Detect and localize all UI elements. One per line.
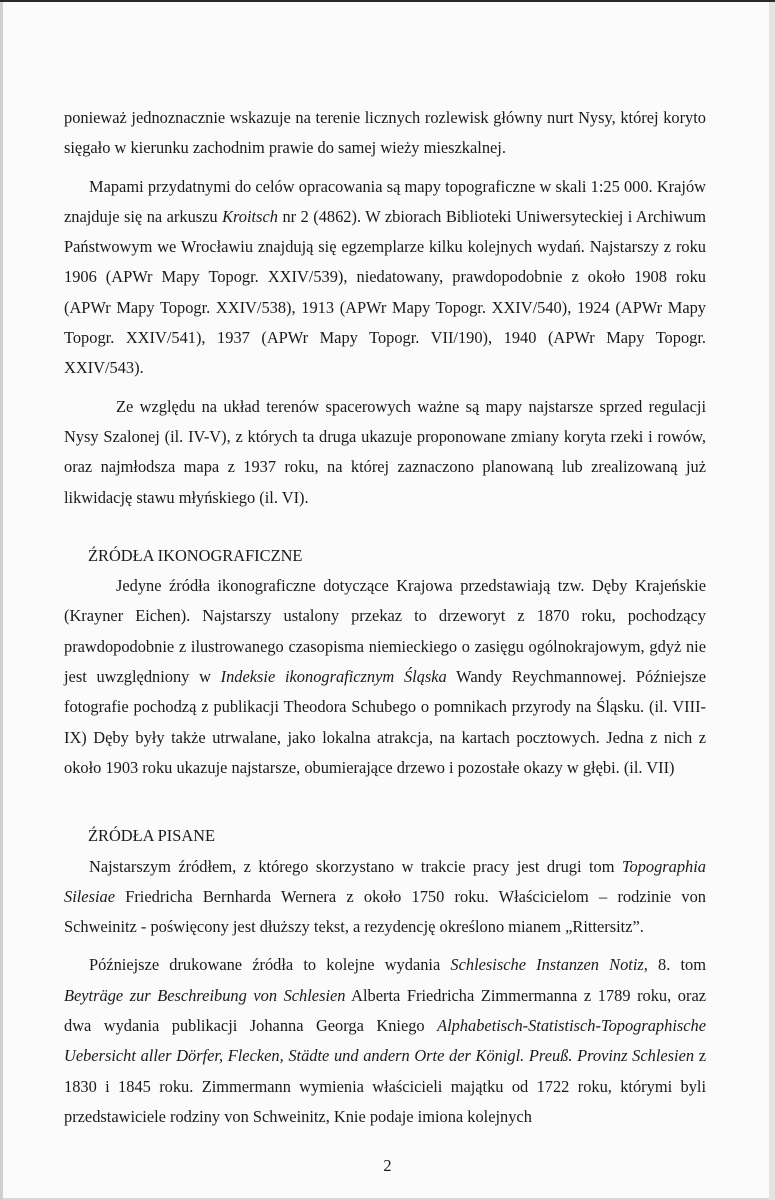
text-run: , 8. tom xyxy=(643,955,706,975)
italic-title: Indeksie ikonograficznym Śląska xyxy=(220,667,447,687)
page-edge-left xyxy=(0,2,3,1200)
page-body xyxy=(64,103,706,1132)
text-run: Mapami przydatnymi do celów opracowania są mapy topograficzne w skali 1:25 000. Krajów znajduje się na arkuszu xyxy=(64,176,706,226)
italic-title: Alphabetisch-Statistisch-Topographische Uebersicht aller Dörfer, Flecken, Städte und andern Orte der Königl. Preuß. Provinz Schlesien xyxy=(64,1016,706,1066)
italic-title: Schlesische Instanzen Notiz xyxy=(450,955,644,975)
text-run: z 1830 i 1845 roku. Zimmermann wymienia właścicieli majątku od 1722 roku, którymi byli przedstawiciele rodziny von Schweinitz, Knie podaje imiona kolejnych xyxy=(64,1046,706,1126)
italic-title: Topographia Silesiae xyxy=(64,856,706,906)
text-run: Najstarszym źródłem, z którego skorzystano w trakcie pracy jest drugi tom xyxy=(89,856,622,876)
section-heading-written: ŹRÓDŁA PISANE xyxy=(88,826,216,846)
text-run: Wandy Reychmannowej. Późniejsze fotografie pochodzą z publikacji Theodora Schubego o pomnikach przyrody na Śląsku. (il. VIII-IX) Dęby były także utrwalane, jako lokalna atrakcja, na kartach pocztowych. Jedna z nich z około 1903 roku ukazuje najstarsze, obumierające drzewo i pozostałe okazy w głębi. (il. VII) xyxy=(64,667,706,777)
page-number: 2 xyxy=(383,1156,392,1175)
text-run: Jedyne źródła ikonograficzne dotyczące Krajowa przedstawiają tzw. Dęby Krajeńskie (Krayner Eichen). Najstarszy ustalony przekaz to drzeworyt z 1870 roku, pochodzący prawdopodobnie z ilustrowanego czasopisma niemieckiego o zasięgu ogólnokrajowym, gdyż nie jest uwzględniony w xyxy=(64,576,706,687)
page-edge-right xyxy=(769,2,775,1200)
italic-title: Kroitsch xyxy=(222,206,278,226)
paragraph-3: Ze względu na układ terenów spacerowych ważne są mapy najstarsze sprzed regulacji Nysy Szalonej (il. IV-V), z których ta druga ukazuje proponowane zmiany koryta rzeki i rowów, oraz najmłodsza mapa z 1937 roku, na której zaznaczono planowaną lub zrealizowaną już likwidację stawu młyńskiego (il. VI). xyxy=(64,396,706,507)
italic-title: Beyträge zur Beschreibung von Schlesien xyxy=(64,985,346,1005)
paragraph-1: ponieważ jednoznacznie wskazuje na terenie licznych rozlewisk główny nurt Nysy, której koryto sięgało w kierunku zachodnim prawie do samej wieży mieszkalnej. xyxy=(64,108,706,158)
paragraph-4 xyxy=(64,571,706,783)
text-run: nr 2 (4862). W zbiorach Biblioteki Uniwersyteckiej i Archiwum Państwowym we Wrocławiu znajdują się egzemplarze kilku kolejnych wydań. Najstarszy z roku 1906 (APWr Mapy Topogr. XXIV/539), niedatowany, prawdopodobnie z około 1908 roku (APWr Mapy Topogr. XXIV/538), 1913 (APWr Mapy Topogr. XXIV/540), 1924 (APWr Mapy Topogr. XXIV/541), 1937 (APWr Mapy Topogr. VII/190), 1940 (APWr Mapy Topogr. XXIV/543). xyxy=(64,206,706,378)
section-heading-iconographic: ŹRÓDŁA IKONOGRAFICZNE xyxy=(88,545,303,565)
paragraph-6 xyxy=(64,950,706,1132)
paragraph-5 xyxy=(64,852,706,943)
paragraph-2 xyxy=(64,172,706,384)
text-run: Późniejsze drukowane źródła to kolejne wydania xyxy=(89,955,451,975)
text-run: Friedricha Bernharda Wernera z około 1750 roku. Właścicielom – rodzinie von Schweinitz - poświęcony jest dłuższy tekst, a rezydencję określono mianem „Rittersitz”. xyxy=(64,886,706,937)
text-run: Alberta Friedricha Zimmermanna z 1789 roku, oraz dwa wydania publikacji Johanna Georga Kniego xyxy=(64,985,707,1036)
